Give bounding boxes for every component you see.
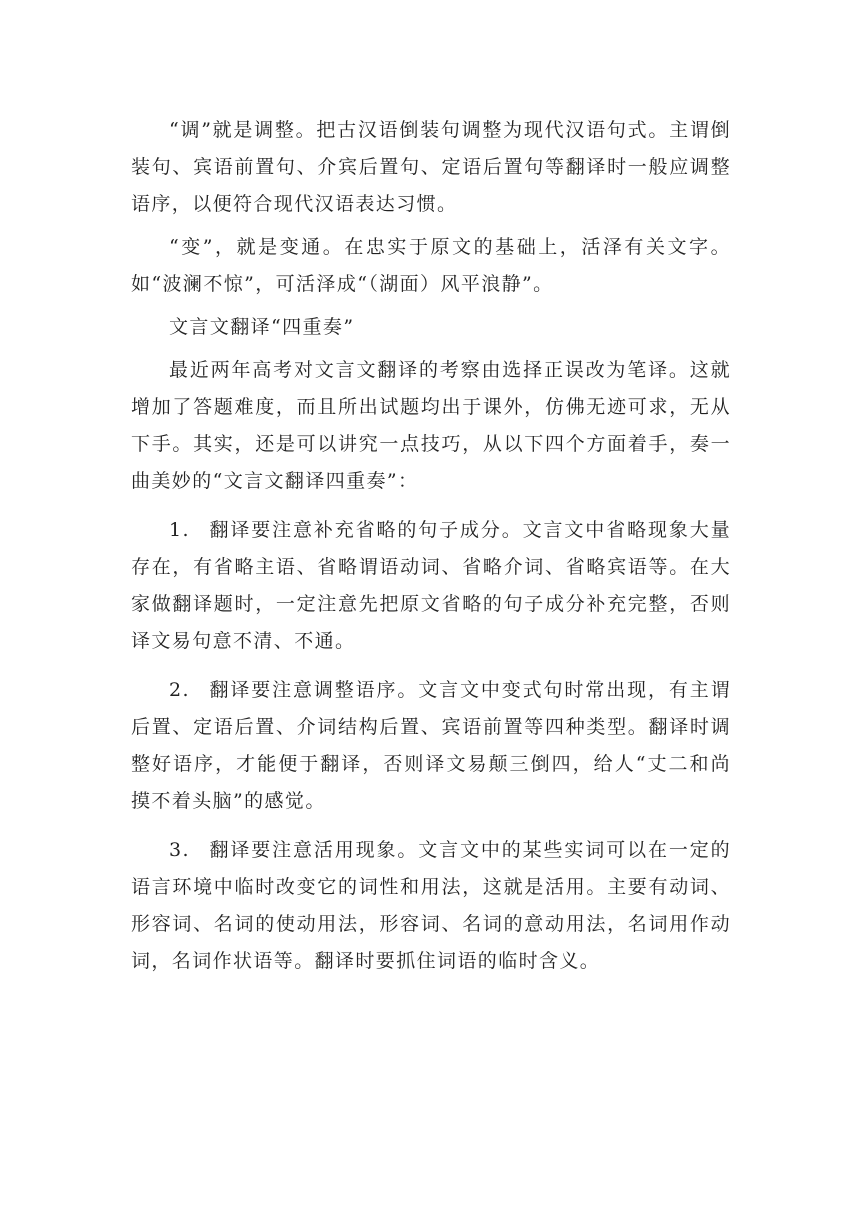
- list-number: 3.: [169, 839, 190, 861]
- list-item-2: [131, 672, 731, 820]
- section-heading: 文言文翻译“四重奏”: [169, 316, 355, 338]
- paragraph-intro: 最近两年高考对文言文翻译的考察由选择正误改为笔译。这就增加了答题难度，而且所出试题均出于课外，仿佛无迹可求，无从下手。其实，还是可以讲究一点技巧，从以下四个方面着手，奏一曲美妙的“文言文翻译四重奏”：: [131, 359, 731, 492]
- list-item-1: [131, 512, 731, 660]
- paragraph-bian: “变”，就是变通。在忠实于原文的基础上，活泽有关文字。如“波澜不惊”，可活泽成“（湖面）风平浪静”。: [131, 236, 731, 295]
- list-item-3: [131, 832, 731, 980]
- document-body: [131, 112, 731, 980]
- paragraph-tiao: “调”就是调整。把古汉语倒装句调整为现代汉语句式。主谓倒装句、宾语前置句、介宾后置句、定语后置句等翻译时一般应调整语序，以便符合现代汉语表达习惯。: [131, 119, 731, 215]
- list-item-text: 翻译要注意补充省略的句子成分。文言文中省略现象大量存在，有省略主语、省略谓语动词、省略介词、省略宾语等。在大家做翻译题时，一定注意先把原文省略的句子成分补充完整，否则译文易句意不清、不通。: [131, 519, 731, 652]
- list-item-text: 翻译要注意调整语序。文言文中变式句时常出现，有主谓后置、定语后置、介词结构后置、宾语前置等四种类型。翻译时调整好语序，才能便于翻译，否则译文易颠三倒四，给人“丈二和尚摸不着头脑”的感觉。: [131, 679, 731, 812]
- list-number: 1.: [169, 519, 190, 541]
- list-item-text: 翻译要注意活用现象。文言文中的某些实词可以在一定的语言环境中临时改变它的词性和用法，这就是活用。主要有动词、形容词、名词的使动用法，形容词、名词的意动用法，名词用作动词，名词作状语等。翻译时要抓住词语的临时含义。: [131, 839, 731, 972]
- list-number: 2.: [169, 679, 190, 701]
